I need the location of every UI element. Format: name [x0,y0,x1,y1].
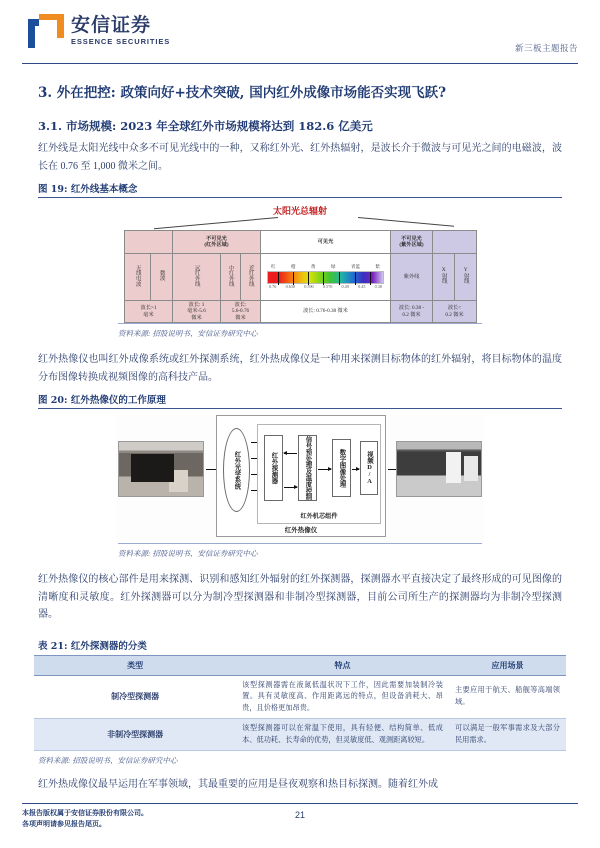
spectrum-band-row [125,254,477,301]
wl-far-ir-l1: 波长: 1 [188,302,205,309]
detector-node [264,435,283,501]
company-logo [28,14,170,48]
spectrum-table [124,230,477,323]
footer-copyright-line1: 本报告版权属于安信证券股份有限公司。 [22,809,148,817]
tick-1: 0.630 [285,284,295,289]
tick-4: 0.49 [341,284,349,289]
paragraph-1: 红外线是太阳光线中众多不可见光线中的一种，又称红外光、红外热辐射，是波长介于微波与可见光之间的电磁波，波长在 0.76 至 1,000 微米之间。 [38,143,562,172]
footer-divider [22,803,578,804]
cell-feature-uncooled: 该型探测器可以在常温下使用，具有轻便、结构简单、低成本、低功耗、长寿命的优势，但灵敏度低、观测距离较短。 [236,719,449,751]
cell-type-cooled: 制冷型探测器 [34,675,236,719]
logo-chinese-name: 安信证券 [71,14,152,36]
wl-mid-near-l2: 5.6-0.76 [231,308,250,315]
wl-mid-near-l1: 波长: [234,302,247,309]
band-radio: 无线电波 [125,254,151,301]
wl-visible: 波长: 0.76-0.38 微米 [261,301,391,323]
band-far-infrared: 远红外线 [173,254,221,301]
tick-3: 0.570 [322,284,333,289]
table-row [34,719,566,751]
cell-application-cooled: 主要应用于航天、船舰等高端领域。 [449,675,566,719]
wl-xy-l1: 波长< [447,305,462,312]
figure-20-source: 资料来源: 招股说明书、安信证券研究中心 [118,549,258,558]
section-heading: 3. 外在把控: 政策向好+技术突破, 国内红外成像市场能否实现飞跃? [38,85,447,101]
tick-2: 0.590 [304,284,314,289]
wl-radio [125,301,173,323]
image-processing-label: 数字图像处理 [338,448,346,488]
spectrum-tickmarks [268,272,383,285]
page-number: 21 [294,810,305,820]
wl-xy-l2: 0.2 微米 [445,311,464,318]
band-microwave: 微波 [151,254,173,301]
color-yellow: 黄 [310,263,316,269]
logo-english-name: ESSENCE SECURITIES [71,37,171,46]
subsection-heading: 3.1. 市场规模: 2023 年全球红外市场规模将达到 182.6 亿美元 [38,119,373,133]
core-module-label: 红外机芯组件 [300,513,338,520]
signal-processing-node [298,435,317,501]
arrow-signal-to-detector [284,453,297,454]
figure-19-caption: 图 19: 红外线基本概念 [38,184,138,195]
band-mid-infrared: 中红外线 [221,254,241,301]
wl-xy [433,301,477,323]
footer-copyright-line2: 各项声明请参见报告尾页。 [22,820,106,828]
invisible-uv-line2: (紫外区域) [399,242,424,248]
report-type-label: 新三板主题报告 [514,43,578,53]
detector-label: 红外探测器 [270,452,278,484]
color-name-row [267,264,384,271]
table-21-source: 资料来源: 招股说明书、安信证券研究中心 [38,756,178,765]
wl-mid-near-l3: 微米 [235,314,246,321]
wl-uv-l2: 0.2 微米 [402,311,421,318]
wl-uv [391,301,433,323]
figure-20-flow-diagram [116,415,484,543]
thermal-imager-box [216,415,386,537]
figure-20-source-rule [118,543,482,544]
visible-light-header: 可见光 [261,231,391,254]
color-red: 红 [271,263,276,269]
wl-far-ir-l2: 毫米-5.6 [187,308,206,315]
color-violet: 紫 [375,263,380,269]
table-row [34,675,566,719]
cell-type-uncooled: 非制冷型探测器 [34,719,236,751]
wl-far-ir [173,301,221,323]
paragraph-3: 红外热像仪的核心部件是用来探测、识别和感知红外辐射的红外探测器，探测器水平直接决定了最终形成的可见图像的清晰度和灵敏度。红外探测器可以分为制冷型探测器和非制冷型探测器，目前公司所生产的探测器均为非制冷型探测器。 [38,574,562,620]
wl-mid-near-ir [221,301,261,323]
arrow-detector-to-signal [284,487,297,488]
table-header-row [34,655,566,675]
column-header-application: 应用场景 [449,655,566,675]
tick-0: 0.76 [269,284,277,289]
spectrum-wavelength-row [125,301,477,323]
detector-classification-table [34,655,566,752]
optical-system-label: 红外光学系统 [233,450,241,490]
invisible-uv-line1: 不可见光 [401,235,422,242]
logo-mark-icon [28,14,64,48]
visible-spectrum-cell [261,254,391,301]
thermal-output-photo [396,441,482,497]
brace-lines [132,217,468,230]
figure-20-rule [38,408,562,409]
paragraph-2: 红外热像仪也叫红外成像系统或红外探测系统，红外热成像仪是一种用来探测目标物体的红外辐射，将目标物体的温度分布图像转换成视频图像的高科技产品。 [38,354,562,383]
arrow-signal-to-image [318,469,331,470]
imager-outer-label: 红外热像仪 [284,527,318,534]
column-header-type: 类型 [34,655,236,675]
infrared-core-module-box [257,424,381,524]
page-footer [22,803,578,834]
figure-20-caption: 图 20: 红外热像仪的工作原理 [38,395,166,406]
paragraph-4: 红外热成像仪最早运用在军事领域，其最重要的应用是昼夜观察和热目标探测。随着红外成 [38,779,438,790]
figure-19-rule [38,197,562,198]
wl-radio-l2: 毫米 [143,311,154,318]
visible-spectrum-graphic [267,264,384,290]
band-ultraviolet: 紫外线 [391,254,433,301]
color-orange: 橙 [290,263,296,269]
color-cyanblue: 青蓝 [350,263,361,269]
column-header-feature: 特点 [236,655,449,675]
optical-system-node [223,428,250,512]
spectrum-color-bar [267,271,384,284]
wl-uv-l1: 波长: 0.38 - [398,305,425,312]
solar-radiation-title: 太阳光总辐射 [272,207,327,217]
wl-far-ir-l3: 微米 [191,314,202,321]
arrow-image-to-video [352,469,359,470]
cell-feature-cooled: 该型探测器需在液氮低温状况下工作，因此需要加装制冷装置。具有灵敏度高、作用距离远的特点，但设备消耗大、昂贵，且价格更加昂贵。 [236,675,449,719]
band-yray: Y射线 [455,254,477,301]
band-near-infrared: 近红外线 [241,254,261,301]
tick-5: 0.45 [358,284,366,289]
cell-application-uncooled: 可以满足一般军事需求及大部分民用需求。 [449,719,566,751]
header-divider [22,63,578,64]
invisible-ir-line1: 不可见光 [206,235,227,242]
figure-19-spectrum-chart [124,204,476,323]
invisible-ir-line2: (红外区域) [204,242,229,248]
image-processing-node [332,439,351,497]
signal-processing-label: 信号预处理及温度控制 [304,436,312,500]
tick-6: 0.38 [374,284,382,289]
band-xray: X射线 [433,254,455,301]
thermal-source-photo [118,441,204,497]
page-header [0,0,600,68]
page-content [0,81,600,794]
color-green: 绿 [330,263,336,269]
figure-19-source: 资料来源: 招股说明书、安信证券研究中心 [118,329,258,338]
figure-19-source-rule [118,323,482,324]
table-21-caption: 表 21: 红外探测器的分类 [38,640,147,652]
wl-radio-l1: 波长>1 [140,305,157,312]
video-da-node [360,441,378,495]
video-da-label: 视频D/A [366,451,373,485]
